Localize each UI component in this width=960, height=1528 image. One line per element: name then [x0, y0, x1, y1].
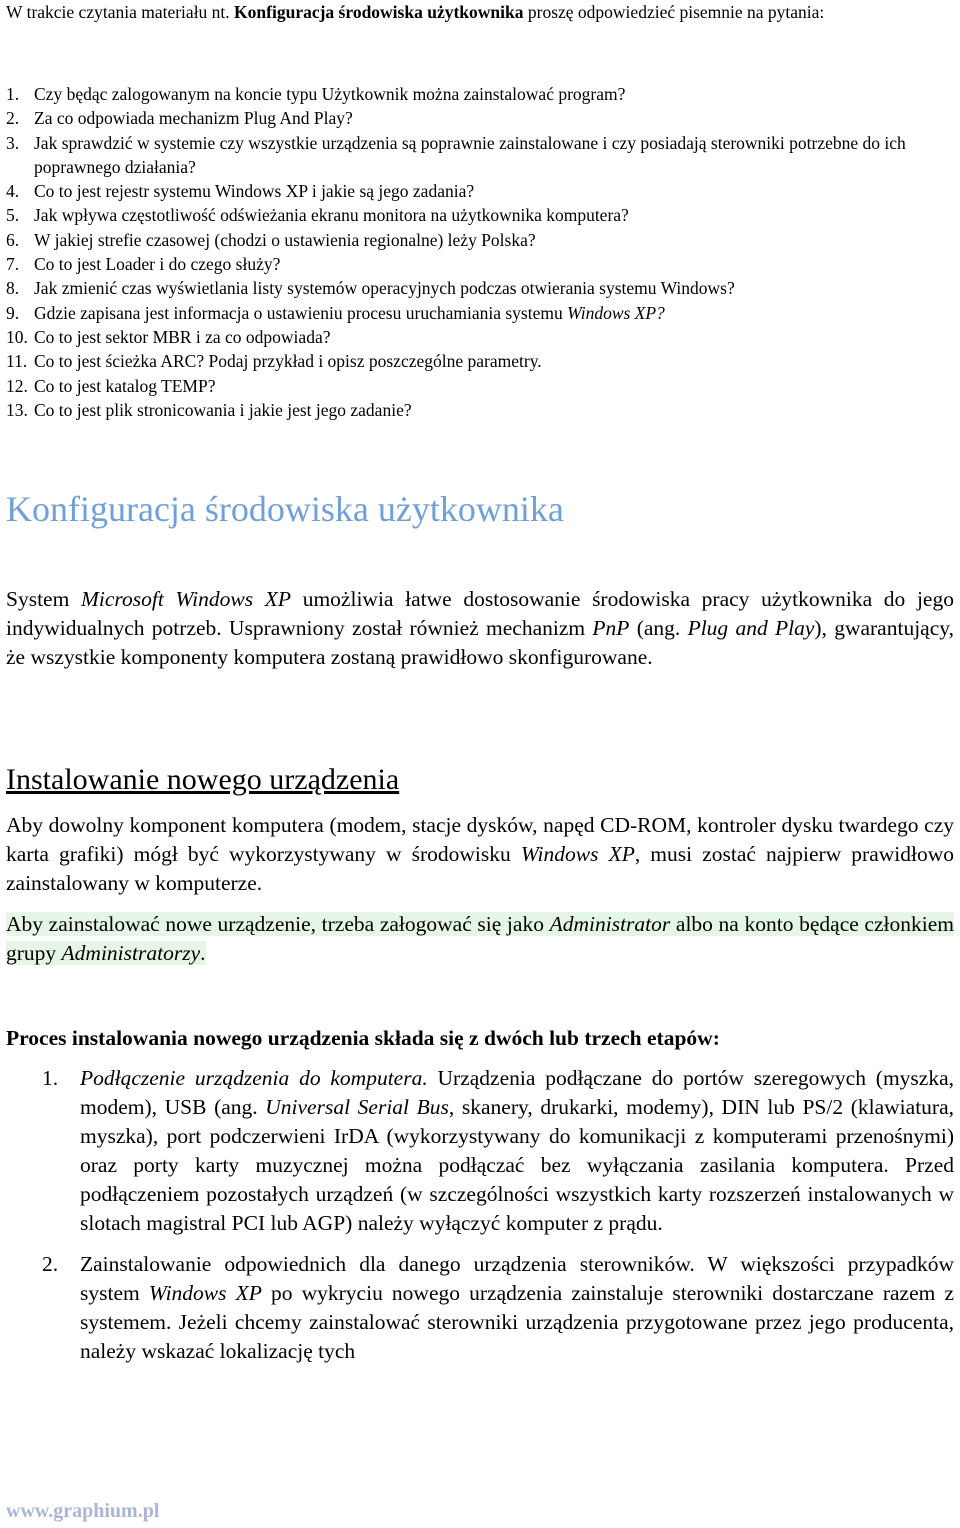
intro-part: proszę odpowiedzieć pisemnie na pytania:: [523, 2, 825, 22]
section2-paragraph-highlighted: Aby zainstalować nowe urządzenie, trzeba załogować się jako Administrator albo na konto będące członkiem grupy Administratorzy.: [6, 912, 954, 965]
question-item: 5. Jak wpływa częstotliwość odświeżania ekranu monitora na użytkownika komputera?: [6, 205, 629, 226]
intro-text: [6, 0, 954, 24]
install-step: 2. Zainstalowanie odpowiednich dla danego urządzenia sterowników. W większości przypadków system Windows XP po wykryciu nowego urządzenia zainstaluje sterowniki dostarczane razem z systemem. Jeżeli chcemy zainstalować sterowniki urządzenia przygotowane przez jego producenta, należy wskazać lokalizację tych: [42, 1252, 954, 1363]
intro-topic: Konfiguracja środowiska użytkownika: [234, 2, 524, 22]
question-item: 11. Co to jest ścieżka ARC? Podaj przykład i opisz poszczególne parametry.: [6, 351, 542, 372]
questions-list: [6, 82, 954, 422]
question-item: 1. Czy będąc zalogowanym na koncie typu Użytkownik można zainstalować program?: [6, 84, 626, 104]
install-step: 1. Podłączenie urządzenia do komputera. Urządzenia podłączane do portów szeregowych (myszka, modem), USB (ang. Universal Serial Bus, skanery, drukarki, modemy), DIN lub PS/2 (klawiatura, myszka), port podczerwieni IrDA (wykorzystywany do komunikacji z komputerami przenośnymi) oraz porty karty muzycznej można podłączać bez wyłączania zasilania komputera. Przed podłączeniem pozostałych urządzeń (w szczególności wszystkich karty rozszerzeń instalowanych w slotach magistral PCI lub AGP) należy wyłączyć komputer z prądu.: [42, 1066, 954, 1235]
process-subheading: Proces instalowania nowego urządzenia składa się z dwóch lub trzech etapów:: [6, 1026, 720, 1050]
question-item: 4. Co to jest rejestr systemu Windows XP i jakie są jego zadania?: [6, 181, 475, 202]
question-item: 13. Co to jest plik stronicowania i jakie jest jego zadanie?: [6, 399, 412, 420]
section-title-konfiguracja: Konfiguracja środowiska użytkownika: [6, 489, 564, 529]
question-item: 10. Co to jest sektor MBR i za co odpowiada?: [6, 326, 331, 347]
question-item: 9. Gdzie zapisana jest informacja o ustawieniu procesu uruchamiania systemu Windows XP?: [6, 302, 665, 323]
footer-url: www.graphium.pl: [6, 1500, 160, 1522]
question-item: 12. Co to jest katalog TEMP?: [6, 375, 216, 396]
section1-paragraph: System Microsoft Windows XP umożliwia łatwe dostosowanie środowiska pracy użytkownika do jego indywidualnych potrzeb. Usprawniony został również mechanizm PnP (ang. Plug and Play), gwarantujący, że wszystkie komponenty komputera zostaną prawidłowo skonfigurowane.: [6, 587, 954, 669]
question-item: 3. Jak sprawdzić w systemie czy wszystkie urządzenia są poprawnie zainstalowane i czy posiadają sterowniki potrzebne do ich poprawnego działania?: [6, 132, 906, 177]
question-item: 8. Jak zmienić czas wyświetlania listy systemów operacyjnych podczas otwierania systemu Windows?: [6, 278, 735, 299]
question-item: 2. Za co odpowiada mechanizm Plug And Play?: [6, 108, 353, 129]
question-item: 6. W jakiej strefie czasowej (chodzi o ustawienia regionalne) leży Polska?: [6, 229, 536, 250]
section2-paragraph-1: Aby dowolny komponent komputera (modem, stacje dysków, napęd CD-ROM, kontroler dysku twardego czy karta grafiki) mógł być wykorzystywany w środowisku Windows XP, musi zostać najpierw prawidłowo zainstalowany w komputerze.: [6, 813, 955, 895]
section-title-instalowanie: Instalowanie nowego urządzenia: [6, 763, 400, 796]
question-item: 7. Co to jest Loader i do czego służy?: [6, 254, 281, 275]
intro-part: W trakcie czytania materiału nt.: [6, 2, 235, 22]
install-steps-list: [6, 1064, 954, 1378]
